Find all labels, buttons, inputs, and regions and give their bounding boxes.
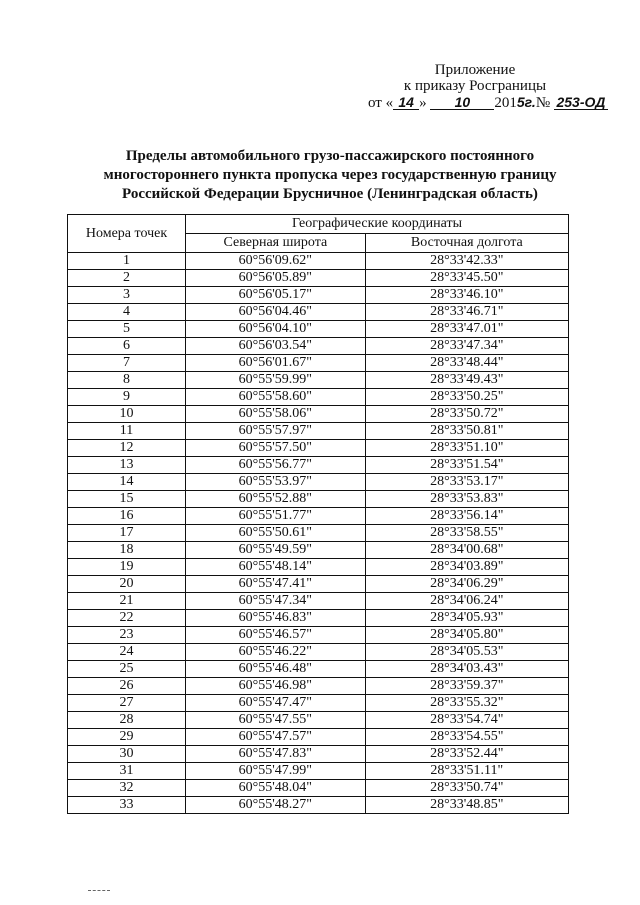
longitude-cell: 28°33'50.25": [365, 389, 568, 406]
appendix-header: [360, 62, 606, 111]
longitude-cell: 28°33'50.72": [365, 406, 568, 423]
latitude-cell: 60°55'57.50": [186, 440, 366, 457]
point-number-cell: 6: [68, 338, 186, 355]
point-number-cell: 5: [68, 321, 186, 338]
longitude-cell: 28°33'54.55": [365, 729, 568, 746]
point-number-cell: 33: [68, 797, 186, 814]
longitude-cell: 28°33'45.50": [365, 270, 568, 287]
order-month: 10: [430, 95, 494, 110]
longitude-cell: 28°33'52.44": [365, 746, 568, 763]
order-date-number: [360, 94, 606, 111]
table-row: [68, 695, 569, 712]
latitude-cell: 60°56'01.67": [186, 355, 366, 372]
table-row: [68, 576, 569, 593]
order-year-handwritten: 5г.: [516, 94, 536, 110]
longitude-cell: 28°33'50.81": [365, 423, 568, 440]
point-number-cell: 16: [68, 508, 186, 525]
latitude-cell: 60°56'05.89": [186, 270, 366, 287]
latitude-cell: 60°55'47.41": [186, 576, 366, 593]
point-number-cell: 19: [68, 559, 186, 576]
header-point-numbers: Номера точек: [68, 215, 186, 253]
page-edge-mark: [88, 890, 110, 891]
latitude-cell: 60°55'59.99": [186, 372, 366, 389]
point-number-cell: 32: [68, 780, 186, 797]
latitude-cell: 60°55'46.98": [186, 678, 366, 695]
longitude-cell: 28°34'03.43": [365, 661, 568, 678]
table-row: [68, 763, 569, 780]
table-row: [68, 338, 569, 355]
point-number-cell: 17: [68, 525, 186, 542]
longitude-cell: 28°33'49.43": [365, 372, 568, 389]
point-number-cell: 24: [68, 644, 186, 661]
point-number-cell: 31: [68, 763, 186, 780]
latitude-cell: 60°55'48.04": [186, 780, 366, 797]
title-line-1: Пределы автомобильного грузо-пассажирского постоянного: [125, 148, 535, 164]
table-row: [68, 474, 569, 491]
appendix-title: Приложение: [434, 62, 516, 78]
document-title: [95, 147, 565, 204]
point-number-cell: 4: [68, 304, 186, 321]
latitude-cell: 60°55'47.57": [186, 729, 366, 746]
longitude-cell: 28°34'06.29": [365, 576, 568, 593]
latitude-cell: 60°55'48.14": [186, 559, 366, 576]
point-number-cell: 8: [68, 372, 186, 389]
table-row: [68, 389, 569, 406]
latitude-cell: 60°55'53.97": [186, 474, 366, 491]
coordinates-table: [67, 214, 569, 814]
table-row: [68, 780, 569, 797]
header-longitude: Восточная долгота: [365, 234, 568, 253]
latitude-cell: 60°55'47.83": [186, 746, 366, 763]
point-number-cell: 10: [68, 406, 186, 423]
table-row: [68, 525, 569, 542]
latitude-cell: 60°56'04.10": [186, 321, 366, 338]
longitude-cell: 28°33'42.33": [365, 253, 568, 270]
point-number-cell: 3: [68, 287, 186, 304]
longitude-cell: 28°33'55.32": [365, 695, 568, 712]
latitude-cell: 60°55'51.77": [186, 508, 366, 525]
order-prefix: от «: [368, 95, 394, 111]
table-row: [68, 542, 569, 559]
latitude-cell: 60°55'46.48": [186, 661, 366, 678]
latitude-cell: 60°55'47.99": [186, 763, 366, 780]
longitude-cell: 28°33'54.74": [365, 712, 568, 729]
longitude-cell: 28°34'03.89": [365, 559, 568, 576]
title-line-3: Российской Федерации Брусничное (Ленинградская область): [122, 186, 538, 202]
table-row: [68, 661, 569, 678]
order-day: 14: [393, 95, 419, 110]
table-row: [68, 321, 569, 338]
point-number-cell: 22: [68, 610, 186, 627]
point-number-cell: 12: [68, 440, 186, 457]
point-number-cell: 28: [68, 712, 186, 729]
longitude-cell: 28°33'51.10": [365, 440, 568, 457]
point-number-cell: 18: [68, 542, 186, 559]
latitude-cell: 60°56'03.54": [186, 338, 366, 355]
longitude-cell: 28°33'53.17": [365, 474, 568, 491]
title-line-2: многостороннего пункта пропуска через государственную границу: [103, 167, 557, 183]
table-row: [68, 746, 569, 763]
longitude-cell: 28°33'59.37": [365, 678, 568, 695]
latitude-cell: 60°55'50.61": [186, 525, 366, 542]
latitude-cell: 60°55'48.27": [186, 797, 366, 814]
point-number-cell: 14: [68, 474, 186, 491]
longitude-cell: 28°33'58.55": [365, 525, 568, 542]
table-row: [68, 457, 569, 474]
table-row: [68, 440, 569, 457]
table-row: [68, 644, 569, 661]
table-row: [68, 423, 569, 440]
latitude-cell: 60°55'49.59": [186, 542, 366, 559]
point-number-cell: 9: [68, 389, 186, 406]
point-number-cell: 29: [68, 729, 186, 746]
point-number-cell: 2: [68, 270, 186, 287]
latitude-cell: 60°55'57.97": [186, 423, 366, 440]
table-row: [68, 627, 569, 644]
point-number-cell: 26: [68, 678, 186, 695]
table-row: [68, 491, 569, 508]
longitude-cell: 28°34'06.24": [365, 593, 568, 610]
table-row: [68, 508, 569, 525]
longitude-cell: 28°33'47.01": [365, 321, 568, 338]
point-number-cell: 27: [68, 695, 186, 712]
table-body: [68, 253, 569, 814]
table-row: [68, 253, 569, 270]
point-number-cell: 13: [68, 457, 186, 474]
point-number-cell: 25: [68, 661, 186, 678]
latitude-cell: 60°56'05.17": [186, 287, 366, 304]
table-row: [68, 678, 569, 695]
table-row: [68, 270, 569, 287]
header-latitude: Северная широта: [186, 234, 366, 253]
longitude-cell: 28°34'05.93": [365, 610, 568, 627]
latitude-cell: 60°56'04.46": [186, 304, 366, 321]
longitude-cell: 28°33'48.85": [365, 797, 568, 814]
latitude-cell: 60°55'47.47": [186, 695, 366, 712]
latitude-cell: 60°55'46.57": [186, 627, 366, 644]
table-row: [68, 797, 569, 814]
longitude-cell: 28°33'46.71": [365, 304, 568, 321]
point-number-cell: 30: [68, 746, 186, 763]
header-geo-coordinates: Географические координаты: [186, 215, 569, 234]
table-row: [68, 729, 569, 746]
table-row: [68, 712, 569, 729]
table-row: [68, 406, 569, 423]
longitude-cell: 28°33'51.11": [365, 763, 568, 780]
order-number: 253-ОД: [554, 95, 608, 110]
longitude-cell: 28°33'53.83": [365, 491, 568, 508]
latitude-cell: 60°55'46.22": [186, 644, 366, 661]
longitude-cell: 28°34'05.80": [365, 627, 568, 644]
longitude-cell: 28°34'00.68": [365, 542, 568, 559]
latitude-cell: 60°55'58.06": [186, 406, 366, 423]
longitude-cell: 28°33'48.44": [365, 355, 568, 372]
table-row: [68, 559, 569, 576]
point-number-cell: 1: [68, 253, 186, 270]
latitude-cell: 60°55'56.77": [186, 457, 366, 474]
appendix-order-ref: к приказу Росграницы: [403, 78, 547, 94]
table-row: [68, 593, 569, 610]
longitude-cell: 28°33'50.74": [365, 780, 568, 797]
table-row: [68, 304, 569, 321]
point-number-cell: 23: [68, 627, 186, 644]
order-quote-close: »: [419, 95, 427, 111]
longitude-cell: 28°33'56.14": [365, 508, 568, 525]
table-row: [68, 372, 569, 389]
order-number-label: №: [535, 95, 551, 111]
longitude-cell: 28°33'46.10": [365, 287, 568, 304]
table-row: [68, 287, 569, 304]
order-year: 201: [494, 95, 517, 111]
latitude-cell: 60°55'52.88": [186, 491, 366, 508]
table-row: [68, 610, 569, 627]
point-number-cell: 11: [68, 423, 186, 440]
longitude-cell: 28°33'51.54": [365, 457, 568, 474]
point-number-cell: 7: [68, 355, 186, 372]
latitude-cell: 60°55'58.60": [186, 389, 366, 406]
point-number-cell: 20: [68, 576, 186, 593]
longitude-cell: 28°33'47.34": [365, 338, 568, 355]
point-number-cell: 15: [68, 491, 186, 508]
latitude-cell: 60°56'09.62": [186, 253, 366, 270]
latitude-cell: 60°55'47.34": [186, 593, 366, 610]
latitude-cell: 60°55'46.83": [186, 610, 366, 627]
point-number-cell: 21: [68, 593, 186, 610]
table-row: [68, 355, 569, 372]
latitude-cell: 60°55'47.55": [186, 712, 366, 729]
longitude-cell: 28°34'05.53": [365, 644, 568, 661]
